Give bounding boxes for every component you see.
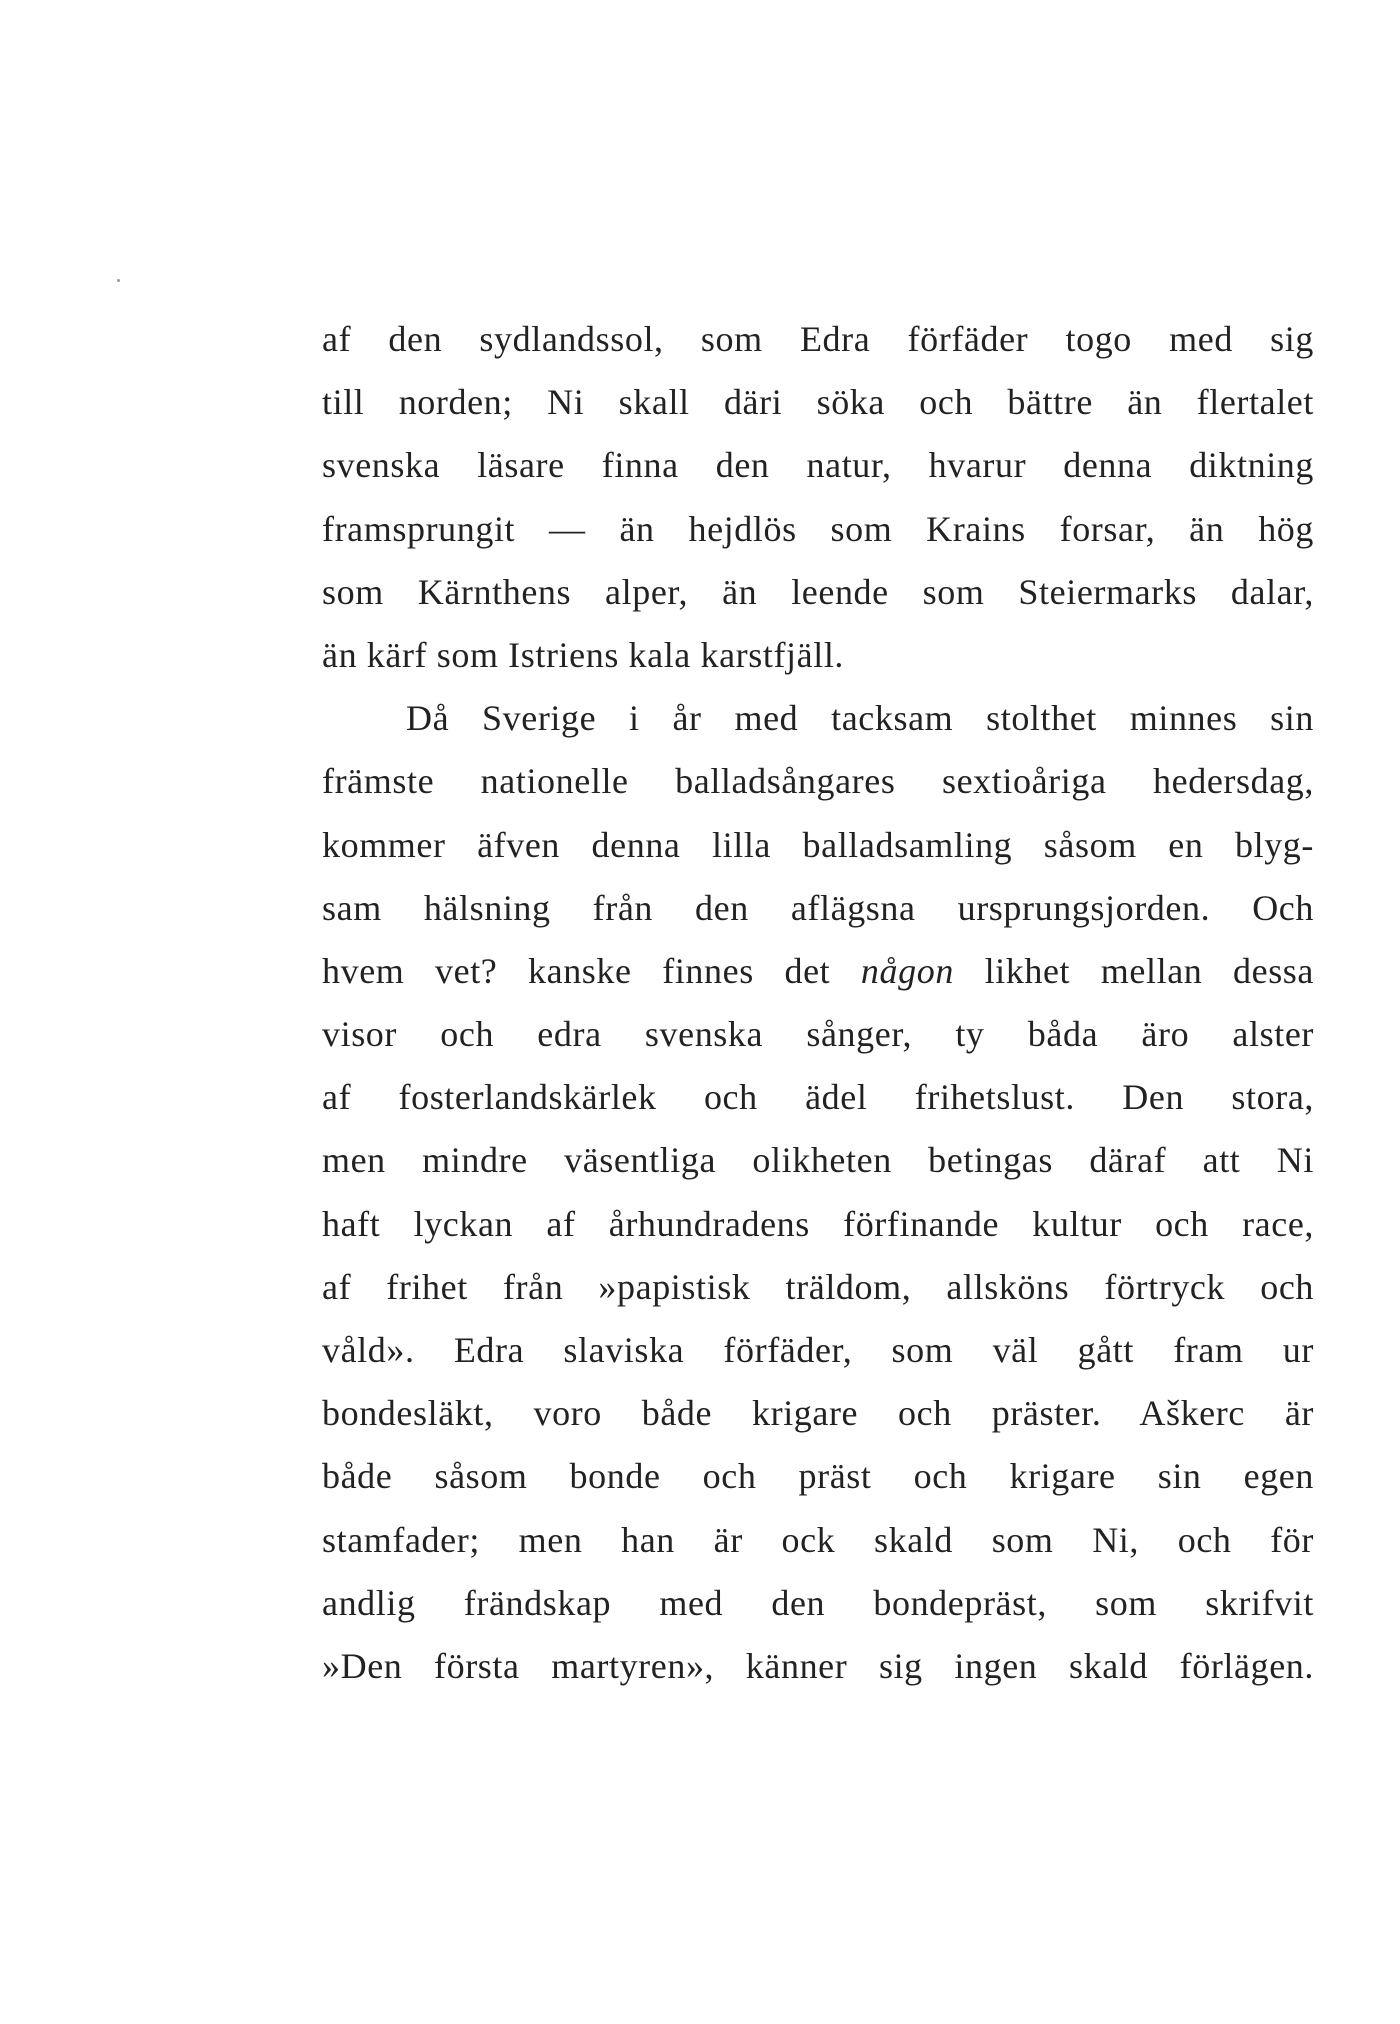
text-line: än kärf som Istriens kala karstfjäll. [322,634,845,675]
text-line: våld». Edra slaviska förfäder, som väl gått fram ur [322,1330,1314,1370]
emphasized-word: någon [860,950,954,991]
text-segment: likhet mellan dessa [984,950,1314,991]
text-line: andlig frändskap med den bondepräst, som skrifvit [322,1582,1314,1623]
text-line: svenska läsare finna den natur, hvarur denna diktning [322,445,1314,486]
text-line: både såsom bonde och präst och krigare sin egen [322,1456,1314,1497]
paragraph-first-line: Då Sverige i år med tacksam stolthet minnes sin [406,698,1314,739]
text-line: som Kärnthens alper, än leende som Steiermarks dalar, [322,571,1314,612]
text-line: till norden; Ni skall däri söka och bättre än flertalet [322,382,1314,423]
text-line: kommer äfven denna lilla balladsamling såsom en blyg- [322,824,1314,865]
text-line: af den sydlandssol, som Edra förfäder togo med sig [322,319,1314,359]
text-segment: hvem vet? kanske finnes det [322,950,831,991]
text-line: af fosterlandskärlek och ädel frihetslust. Den stora, [322,1077,1314,1118]
text-line: sam hälsning från den aflägsna ursprungsjorden. Och [322,887,1314,928]
text-line: af frihet från »papistisk träldom, allsköns förtryck och [322,1266,1314,1307]
text-line: framsprungit — än hejdlös som Krains forsar, än hög [322,508,1314,549]
page-speck [117,279,120,282]
text-line: bondesläkt, voro både krigare och präster. Aškerc är [322,1393,1314,1434]
body-text [322,308,1314,1698]
text-line: men mindre väsentliga olikheten betingas däraf att Ni [322,1140,1314,1181]
text-line: visor och edra svenska sånger, ty båda äro alster [322,1014,1314,1055]
text-line: främste nationelle balladsångares sextioåriga hedersdag, [322,761,1314,802]
text-line: »Den första martyren», känner sig ingen skald förlägen. [322,1645,1314,1686]
text-line: stamfader; men han är ock skald som Ni, och för [322,1519,1314,1560]
text-line-with-emphasis [322,940,1314,1003]
text-line: haft lyckan af århundradens förfinande kultur och race, [322,1203,1314,1244]
